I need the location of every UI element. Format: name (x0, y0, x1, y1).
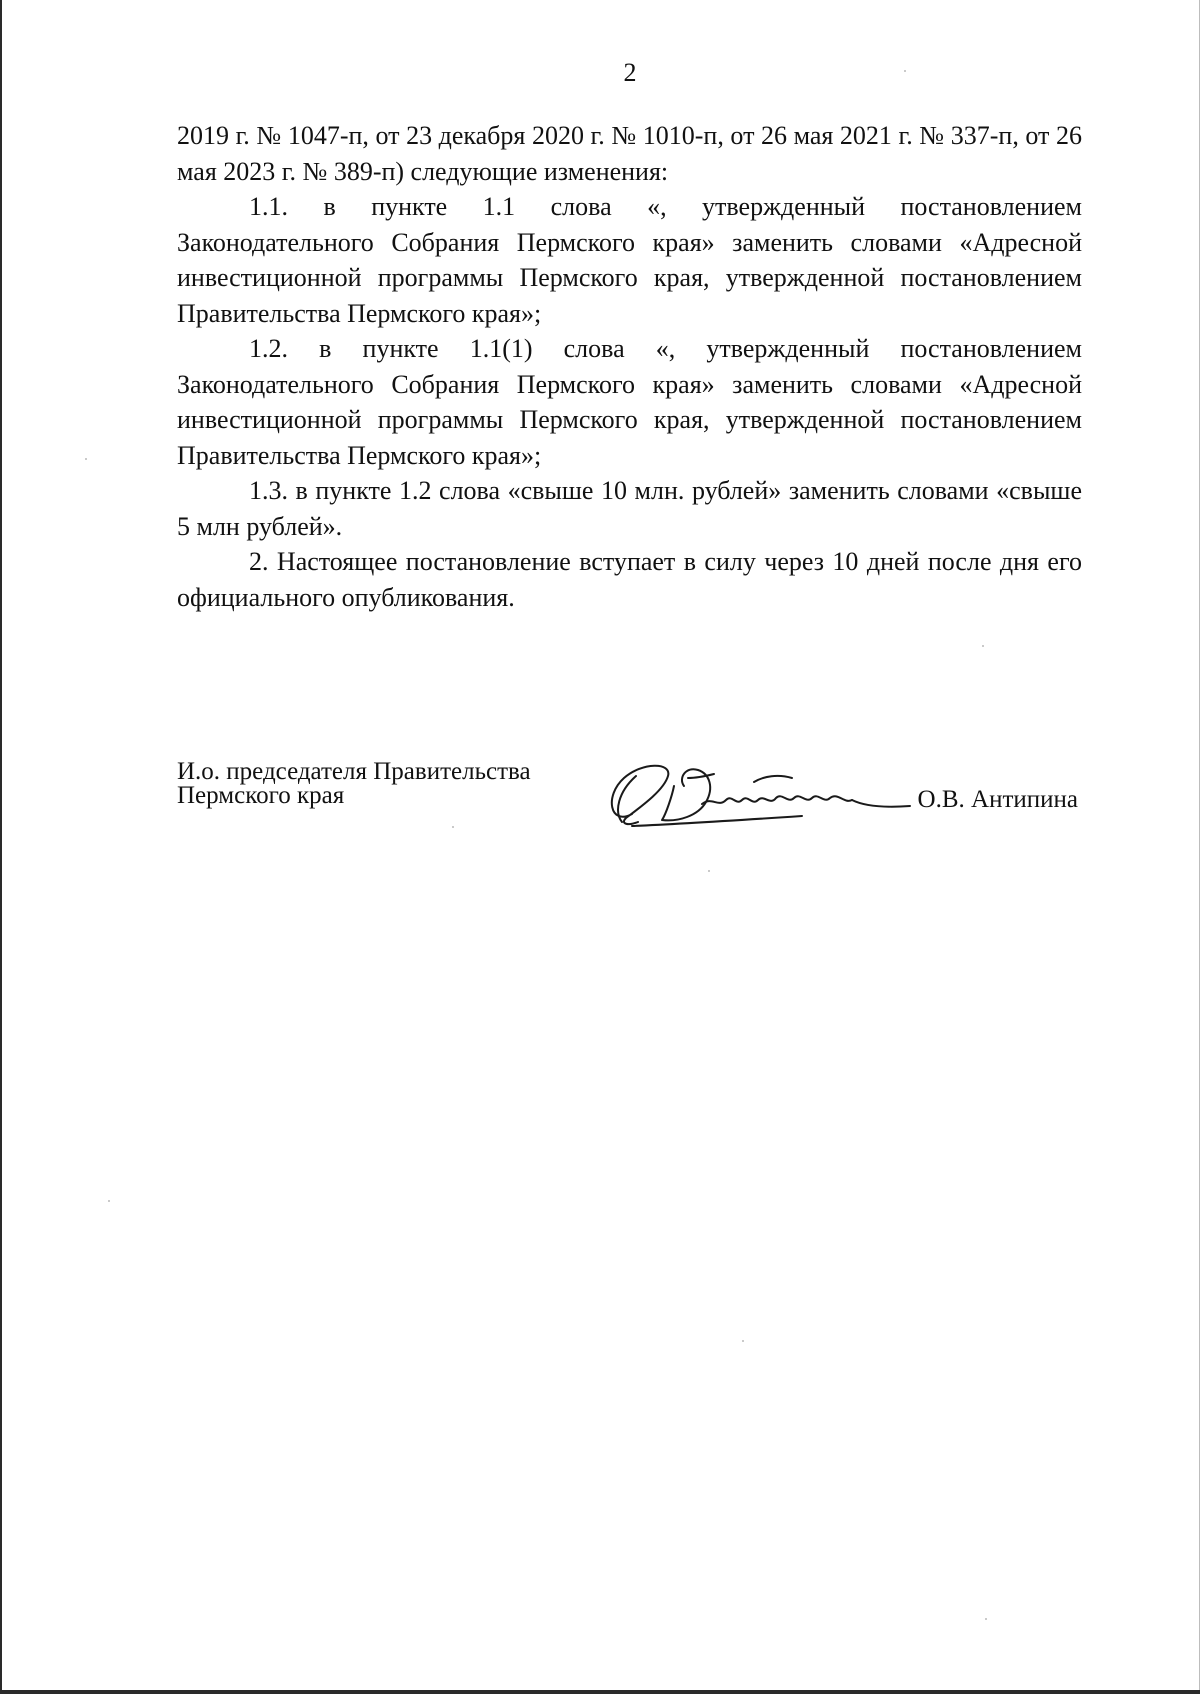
handwritten-signature (602, 756, 912, 836)
decree-body (177, 118, 1082, 615)
signer-name: О.В. Антипина (917, 786, 1078, 813)
signer-position-line-1: И.о. председателя Правительства (177, 758, 531, 785)
signer-position-line-2: Пермского края (177, 782, 345, 809)
scan-speck (985, 1618, 987, 1620)
scan-speck (742, 1340, 744, 1342)
signer-position (177, 760, 531, 808)
paragraph-item-1-1: 1.1. в пункте 1.1 слова «, утвержденный постановлением Законодательного Собрания Пермского края» заменить словами «Адресной инвестиционной программы Пермского края, утвержденной постановлением Правительства Пермского края»; (177, 192, 1082, 328)
scan-speck (982, 645, 984, 647)
paragraph-item-1-2: 1.2. в пункте 1.1(1) слова «, утвержденный постановлением Законодательного Собрания Пермского края» заменить словами «Адресной инвестиционной программы Пермского края, утвержденной постановлением Правительства Пермского края»; (177, 334, 1082, 470)
page-number: 2 (623, 58, 637, 87)
scan-edge-left (0, 0, 2, 1694)
scan-edge-bottom (0, 1690, 1200, 1694)
scan-speck (904, 70, 906, 72)
scan-speck (85, 458, 87, 460)
signature-block (177, 760, 1082, 840)
scan-speck (108, 1200, 110, 1202)
scan-speck (708, 870, 710, 872)
paragraph-continuation: 2019 г. № 1047-п, от 23 декабря 2020 г. № 1010-п, от 26 мая 2021 г. № 337-п, от 26 мая 2023 г. № 389-п) следующие изменения: (177, 121, 1082, 186)
paragraph-item-1-3: 1.3. в пункте 1.2 слова «свыше 10 млн. рублей» заменить словами «свыше 5 млн рублей». (177, 476, 1082, 541)
paragraph-item-2: 2. Настоящее постановление вступает в силу через 10 дней после дня его официального опубликования. (177, 547, 1082, 612)
scan-speck (452, 826, 454, 828)
